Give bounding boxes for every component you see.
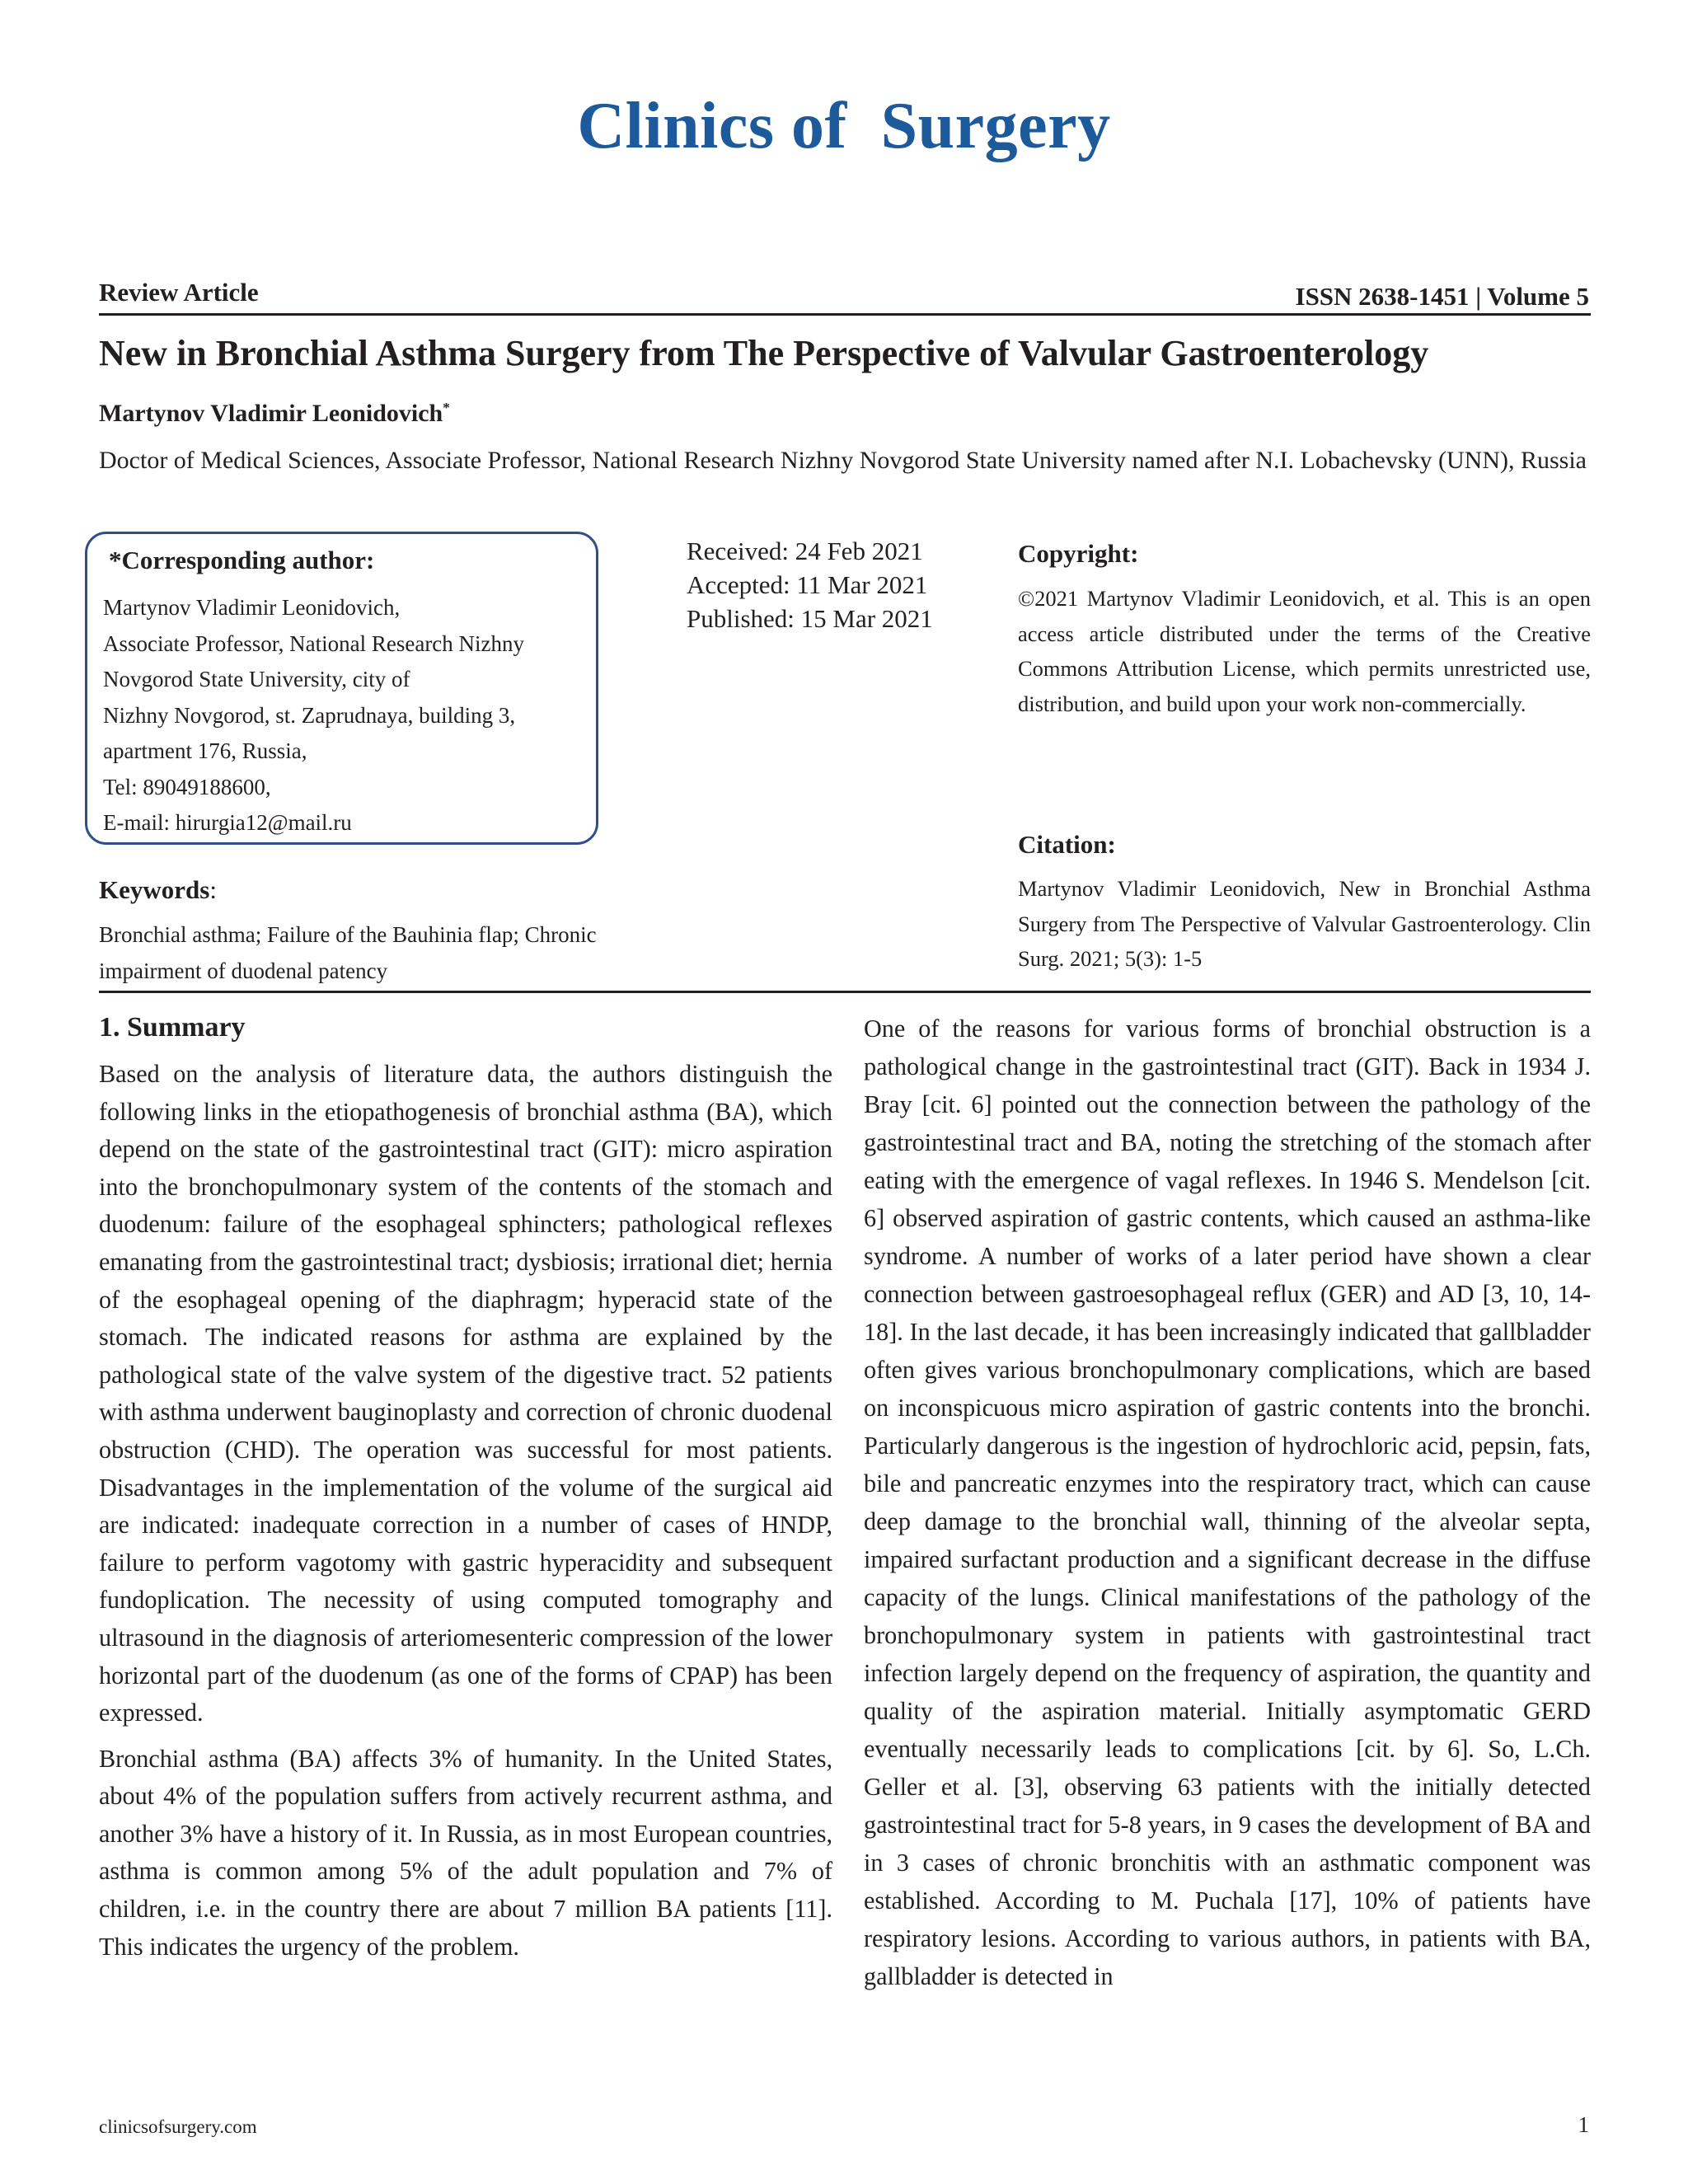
page-number: 1 xyxy=(1578,2112,1589,2137)
corresponding-author-heading: *Corresponding author: xyxy=(109,546,375,574)
corresponding-line: Nizhny Novgorod, st. Zaprudnaya, building 3, xyxy=(103,702,516,728)
article-type: Review Article xyxy=(99,278,259,307)
citation-heading: Citation: xyxy=(1018,830,1116,859)
citation-text: Martynov Vladimir Leonidovich, New in Bronchial Asthma Surgery from The Perspective of Valvular Gastroenterology. Clin Surg. 2021; 5(3): 1-5 xyxy=(1018,876,1591,972)
accepted-date: Accepted: 11 Mar 2021 xyxy=(687,570,928,599)
keywords-colon: : xyxy=(209,875,217,904)
published-date: Published: 15 Mar 2021 xyxy=(687,604,933,633)
corresponding-author-details xyxy=(103,590,524,841)
corresponding-line: Martynov Vladimir Leonidovich, xyxy=(103,595,401,620)
article-dates xyxy=(687,534,933,635)
section-rule xyxy=(99,991,1591,993)
corresponding-line: Tel: 89049188600, xyxy=(103,774,271,799)
corresponding-line: apartment 176, Russia, xyxy=(103,738,307,763)
received-date: Received: 24 Feb 2021 xyxy=(687,537,923,565)
body-paragraph: Bronchial asthma (BA) affects 3% of humanity. In the United States, about 4% of the population suffers from actively recurrent asthma, and another 3% have a history of it. In Russia, as in most European countries, asthma is common among 5% of the adult population and 7% of children, i.e. in the country there are about 7 million BA patients [11]. This indicates the urgency of the problem. xyxy=(99,1744,832,1961)
article-title: New in Bronchial Asthma Surgery from The Perspective of Valvular Gastroenterology xyxy=(99,333,1429,373)
keywords-label: Keywords xyxy=(99,875,210,904)
keywords-heading xyxy=(99,875,217,905)
corresponding-email[interactable]: E-mail: hirurgia12@mail.ru xyxy=(103,810,352,835)
author-affiliation: Doctor of Medical Sciences, Associate Professor, National Research Nizhny Novgorod State University named after N.I. Lobachevsky (UNN), Russia xyxy=(99,447,1587,474)
author-name-text: Martynov Vladimir Leonidovich xyxy=(99,400,443,427)
summary-paragraph: Based on the analysis of literature data, the authors distinguish the following links in the etiopathogenesis of bronchial asthma (BA), which depend on the state of the gastrointestinal tract (GIT): micro aspiration into the bronchopulmonary system of the contents of the stomach and duodenum: failure of the esophageal sphincters; pathological reflexes emanating from the gastrointestinal tract; dysbiosis; irrational diet; hernia of the esophageal opening of the diaphragm; hyperacid state of the stomach. The indicated reasons for asthma are explained by the pathological state of the valve system of the digestive tract. 52 patients with asthma underwent bauginoplasty and correction of chronic duodenal obstruction (CHD). The operation was successful for most patients. Disadvantages in the implementation of the volume of the surgical aid are indicated: inadequate correction in a number of cases of HNDP, failure to perform vagotomy with gastric hyperacidity and subsequent fundoplication. The necessity of using computed tomography and ultrasound in the diagnosis of arteriomesenteric compression of the lower horizontal part of the duodenum (as one of the forms of CPAP) has been expressed. xyxy=(99,1060,832,1727)
footer-site-link[interactable]: clinicsofsurgery.com xyxy=(99,2116,257,2137)
copyright-heading: Copyright: xyxy=(1018,539,1139,568)
issn-volume: ISSN 2638-1451 | Volume 5 xyxy=(1295,282,1589,311)
keywords-text: Bronchial asthma; Failure of the Bauhinia flap; Chronic impairment of duodenal patency xyxy=(99,922,597,983)
left-column xyxy=(99,1010,832,1974)
body-paragraph: One of the reasons for various forms of bronchial obstruction is a pathological change in the gastrointestinal tract (GIT). Back in 1934 J. Bray [cit. 6] pointed out the connection between the pathology of the gastrointestinal tract and BA, noting the stretching of the stomach after eating with the emergence of vagal reflexes. In 1946 S. Mendelson [cit. 6] observed aspiration of gastric contents, which caused an asthma-like syndrome. A number of works of a later period have shown a clear connection between gastroesophageal reflux (GER) and AD [3, 10, 14-18]. In the last decade, it has been increasingly indicated that gallbladder often gives various bronchopulmonary complications, which are based on inconspicuous micro aspiration of gastric contents into the bronchi. Particularly dangerous is the ingestion of hydrochloric acid, pepsin, fats, bile and pancreatic enzymes into the respiratory tract, which can cause deep damage to the bronchial wall, thinning of the alveolar septa, impaired surfactant production and a significant decrease in the diffuse capacity of the lungs. Clinical manifestations of the pathology of the bronchopulmonary system in patients with gastrointestinal tract infection largely depend on the frequency of aspiration, the quantity and quality of the aspiration material. Initially asymptomatic GERD eventually necessarily leads to complications [cit. by 6]. So, L.Ch. Geller et al. [3], observing 63 patients with the initially detected gastrointestinal tract for 5-8 years, in 9 cases the development of BA and in 3 cases of chronic bronchitis with an asthmatic component was established. According to M. Puchala [17], 10% of patients have respiratory lesions. According to various authors, in patients with BA, gallbladder is detected in xyxy=(864,1015,1591,1990)
header-rule xyxy=(99,313,1591,316)
right-column xyxy=(864,1010,1591,2004)
journal-title: Clinics of Surgery xyxy=(577,90,1111,162)
copyright-text: ©2021 Martynov Vladimir Leonidovich, et al. This is an open access article distributed under the terms of the Creative Commons Attribution License, which permits unrestricted use, distribution, and build upon your work non-commercially. xyxy=(1018,586,1591,717)
corresponding-line: Novgorod State University, city of xyxy=(103,667,410,691)
author-marker: * xyxy=(443,400,450,415)
corresponding-line: Associate Professor, National Research Nizhny xyxy=(103,630,525,656)
summary-heading: 1. Summary xyxy=(99,1012,246,1043)
author-name xyxy=(99,400,450,428)
